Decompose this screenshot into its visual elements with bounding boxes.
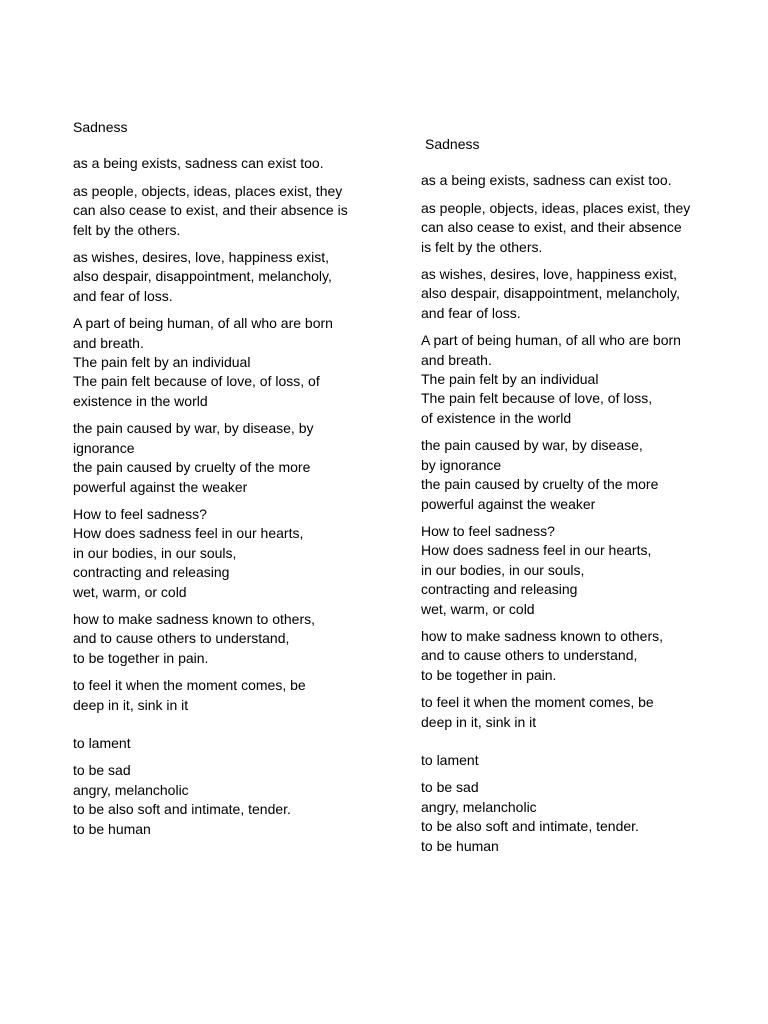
poem-line: how to make sadness known to others, (421, 627, 664, 644)
poem-line: in our bodies, in our souls, (421, 561, 585, 578)
poem-stanza (421, 627, 741, 685)
poem-stanzas (73, 154, 393, 839)
poem-line: angry, melancholic (421, 798, 537, 815)
poem-stanza (73, 610, 393, 668)
poem-stanzas (421, 171, 741, 856)
poem-line: The pain felt because of love, of loss, (421, 390, 653, 407)
poem-line: deep in it, sink in it (73, 696, 189, 713)
poem-line: the pain caused by cruelty of the more (421, 476, 659, 493)
poem-stanza (73, 734, 393, 753)
poem-stanza (421, 693, 741, 732)
poem-line: to be also soft and intimate, tender. (73, 801, 291, 818)
poem-line: to be sad (73, 762, 131, 779)
poem-line: deep in it, sink in it (421, 713, 537, 730)
poem-line: How does sadness feel in our hearts, (73, 525, 304, 542)
poem-line: and to cause others to understand, (73, 630, 290, 647)
poem-line: to be together in pain. (73, 649, 209, 666)
poem-stanza (73, 419, 393, 497)
poem-line: to be human (421, 837, 499, 854)
poem-stanza (73, 505, 393, 602)
poem-line: in our bodies, in our souls, (73, 544, 237, 561)
poem-line: the pain caused by war, by disease, by (73, 420, 314, 437)
poem-line: can also cease to exist, and their absence is (73, 202, 348, 219)
poem-line: as a being exists, sadness can exist too. (421, 172, 672, 189)
poem-line: powerful against the weaker (73, 478, 248, 495)
poem-line: felt by the others. (73, 221, 181, 238)
poem-line: contracting and releasing (73, 564, 230, 581)
poem-line: and fear of loss. (73, 287, 173, 304)
poem-line: to lament (421, 751, 479, 768)
poem-column-left (73, 118, 393, 847)
poem-line: A part of being human, of all who are born (73, 315, 333, 332)
poem-column-right (421, 135, 741, 864)
poem-line: by ignorance (421, 456, 502, 473)
poem-title: Sadness (73, 119, 128, 135)
poem-line: The pain felt by an individual (73, 354, 251, 371)
poem-line: how to make sadness known to others, (73, 610, 316, 627)
poem-stanza (73, 154, 393, 173)
poem-stanza (73, 314, 393, 411)
poem-line: as wishes, desires, love, happiness exist, (73, 249, 330, 266)
poem-line: to be together in pain. (421, 666, 557, 683)
poem-line: contracting and releasing (421, 581, 578, 598)
poem-line: to be human (73, 820, 151, 837)
poem-line: and breath. (421, 351, 492, 368)
poem-line: ignorance (73, 439, 135, 456)
poem-line: How to feel sadness? (421, 522, 555, 539)
poem-line: powerful against the weaker (421, 495, 596, 512)
poem-stanza (421, 199, 741, 257)
poem-line: to feel it when the moment comes, be (73, 677, 306, 694)
poem-line: and fear of loss. (421, 304, 521, 321)
poem-stanza (421, 778, 741, 856)
poem-line: as people, objects, ideas, places exist, they (421, 199, 691, 216)
poem-stanza (421, 751, 741, 770)
poem-title: Sadness (425, 136, 480, 152)
poem-line: as a being exists, sadness can exist too. (73, 155, 324, 172)
poem-stanza (421, 171, 741, 190)
poem-stanza (421, 436, 741, 514)
poem-line: can also cease to exist, and their absence (421, 219, 682, 236)
poem-line: also despair, disappointment, melancholy, (73, 268, 332, 285)
poem-line: How to feel sadness? (73, 505, 207, 522)
poem-line: also despair, disappointment, melancholy, (421, 285, 680, 302)
poem-line: A part of being human, of all who are born (421, 332, 681, 349)
poem-line: the pain caused by cruelty of the more (73, 459, 311, 476)
poem-line: of existence in the world (421, 409, 572, 426)
poem-line: is felt by the others. (421, 238, 543, 255)
poem-line: to feel it when the moment comes, be (421, 694, 654, 711)
poem-line: to be also soft and intimate, tender. (421, 818, 639, 835)
poem-line: How does sadness feel in our hearts, (421, 542, 652, 559)
poem-line: and breath. (73, 334, 144, 351)
poem-line: to lament (73, 734, 131, 751)
poem-line: to be sad (421, 779, 479, 796)
poem-stanza (73, 182, 393, 240)
poem-stanza (73, 676, 393, 715)
poem-line: The pain felt by an individual (421, 371, 599, 388)
poem-line: angry, melancholic (73, 781, 189, 798)
poem-stanza (421, 522, 741, 619)
poem-line: and to cause others to understand, (421, 647, 638, 664)
poem-line: the pain caused by war, by disease, (421, 437, 643, 454)
poem-line: wet, warm, or cold (421, 600, 535, 617)
poem-stanza (421, 265, 741, 323)
poem-line: The pain felt because of love, of loss, of (73, 373, 320, 390)
poem-line: as people, objects, ideas, places exist, they (73, 182, 343, 199)
poem-stanza (421, 331, 741, 428)
poem-stanza (73, 248, 393, 306)
poem-line: wet, warm, or cold (73, 583, 187, 600)
poem-line: existence in the world (73, 392, 208, 409)
poem-line: as wishes, desires, love, happiness exist, (421, 266, 678, 283)
poem-stanza (73, 761, 393, 839)
